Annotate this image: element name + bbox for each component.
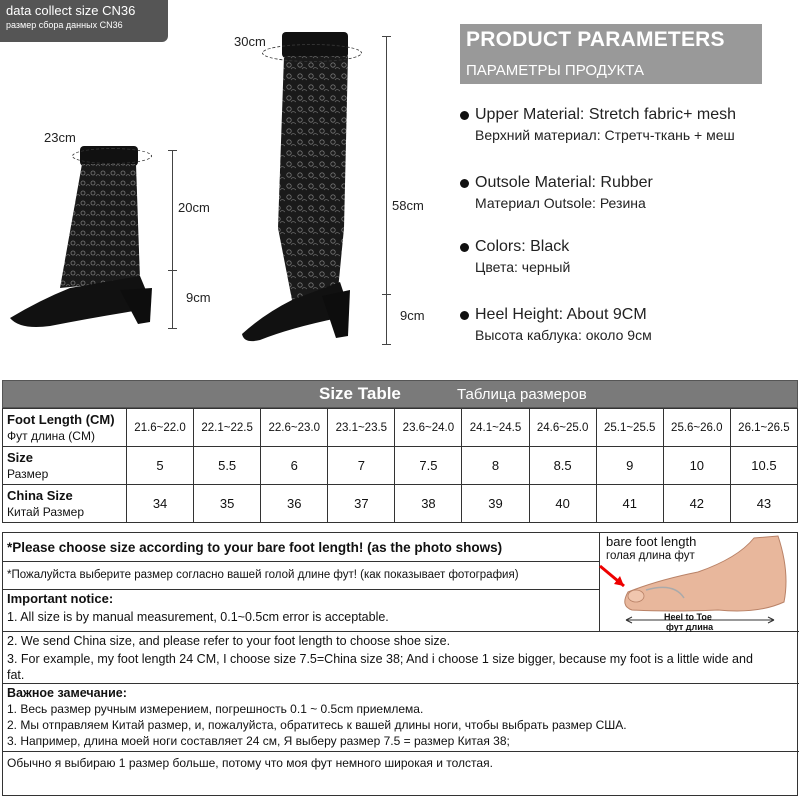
bullet-icon <box>460 243 469 252</box>
param-en: Outsole Material: Rubber <box>475 174 653 191</box>
param-outsole-material <box>460 174 653 211</box>
row-label-ru: Фут длина (CM) <box>7 428 95 443</box>
param-ru: Материал Outsole: Резина <box>475 195 646 211</box>
param-en: Upper Material: Stretch fabric+ mesh <box>475 106 736 123</box>
divider <box>3 561 599 562</box>
param-ru: Высота каблука: около 9см <box>475 327 652 343</box>
table-cell: 43 <box>730 485 797 523</box>
tick <box>382 36 391 37</box>
foot-label-en: bare foot length <box>606 534 697 549</box>
row-label-en: China Size <box>7 487 73 503</box>
short-shaft-label: 20cm <box>178 200 210 215</box>
size-grid <box>2 408 798 523</box>
table-cell: 40 <box>529 485 596 523</box>
note-ru-4: Обычно я выбираю 1 размер больше, потому что моя фут немного широкая и толстая. <box>7 756 493 770</box>
param-colors <box>460 238 570 275</box>
row-label-en: Foot Length (CM) <box>7 411 115 427</box>
tag-line-ru: размер сбора данных CN36 <box>6 20 123 30</box>
heel-to-toe-label: Heel to Toe <box>664 612 712 622</box>
param-upper-material <box>460 106 736 143</box>
tall-shaft-line <box>386 36 387 344</box>
bullet-icon <box>460 311 469 320</box>
table-row <box>3 409 798 447</box>
short-top-label: 23cm <box>44 130 76 145</box>
note-3b: fat. <box>7 668 25 682</box>
param-en: Colors: Black <box>475 238 570 255</box>
table-cell: 8.5 <box>529 447 596 485</box>
short-shaft-line <box>172 150 173 328</box>
short-heel-label: 9cm <box>186 290 211 305</box>
parameters-subtitle: ПАРАМЕТРЫ ПРОДУКТА <box>466 62 644 79</box>
short-top-ring <box>72 148 152 164</box>
tick <box>168 328 177 329</box>
product-parameters-header <box>460 24 762 84</box>
table-cell: 10 <box>663 447 730 485</box>
table-cell: 9 <box>596 447 663 485</box>
table-cell: 35 <box>194 485 261 523</box>
size-table-header <box>2 380 798 408</box>
table-cell: 42 <box>663 485 730 523</box>
divider <box>3 683 799 684</box>
tick <box>168 270 177 271</box>
tall-top-ring <box>262 44 362 62</box>
tag-line-en: data collect size CN36 <box>6 3 136 18</box>
tick <box>382 294 391 295</box>
tall-heel-label: 9cm <box>400 308 425 323</box>
row-label-en: Size <box>7 449 34 465</box>
size-table <box>2 380 798 523</box>
table-cell: 23.1~23.5 <box>328 409 395 447</box>
param-ru: Цвета: черный <box>475 259 571 275</box>
table-cell: 36 <box>261 485 328 523</box>
row-label-ru: Китай Размер <box>7 504 85 519</box>
short-boot-image <box>0 140 180 340</box>
table-cell: 22.1~22.5 <box>194 409 261 447</box>
choose-note-ru: *Пожалуйста выберите размер согласно вашей голой длине фут! (как показывает фотография) <box>7 569 519 581</box>
tick <box>168 150 177 151</box>
foot-illustration <box>598 532 798 632</box>
table-row <box>3 447 798 485</box>
row-label-ru: Размер <box>7 466 49 481</box>
note-2: 2. We send China size, and please refer to your foot length to choose shoe size. <box>7 634 451 648</box>
heel-to-toe-label-ru: фут длина <box>666 622 714 632</box>
divider <box>3 589 599 590</box>
row-label <box>3 447 127 485</box>
table-cell: 23.6~24.0 <box>395 409 462 447</box>
divider <box>3 751 799 752</box>
param-ru: Верхний материал: Стретч-ткань + меш <box>475 127 735 143</box>
note-ru-3: 3. Например, длина моей ноги составляет 24 см, Я выберу размер 7.5 = размер Китая 38; <box>7 734 510 748</box>
table-cell: 38 <box>395 485 462 523</box>
table-cell: 26.1~26.5 <box>730 409 797 447</box>
tall-top-label: 30cm <box>234 34 266 49</box>
table-cell: 24.1~24.5 <box>462 409 529 447</box>
tall-boot-image <box>230 28 360 346</box>
table-cell: 25.6~26.0 <box>663 409 730 447</box>
table-cell: 7.5 <box>395 447 462 485</box>
table-cell: 5 <box>127 447 194 485</box>
note-ru-2: 2. Мы отправляем Китай размер, и, пожалуйста, обратитесь к вашей длины ноги, чтобы выбрать размер США. <box>7 718 627 732</box>
table-row <box>3 485 798 523</box>
table-cell: 25.1~25.5 <box>596 409 663 447</box>
note-3a: 3. For example, my foot length 24 CM, I choose size 7.5=China size 38; And i choose 1 size bigger, because my foot is a little wide and <box>7 652 753 666</box>
important-notice-title-ru: Важное замечание: <box>7 686 127 700</box>
param-heel-height <box>460 306 652 343</box>
foot-label-ru: голая длина фут <box>606 550 695 562</box>
table-cell: 7 <box>328 447 395 485</box>
important-notice-title: Important notice: <box>7 591 114 606</box>
table-cell: 24.6~25.0 <box>529 409 596 447</box>
note-ru-1: 1. Весь размер ручным измерением, погрешность 0.1 ~ 0.5cm приемлема. <box>7 702 424 716</box>
table-cell: 6 <box>261 447 328 485</box>
table-cell: 34 <box>127 485 194 523</box>
table-cell: 21.6~22.0 <box>127 409 194 447</box>
tick <box>382 344 391 345</box>
bullet-icon <box>460 111 469 120</box>
table-cell: 37 <box>328 485 395 523</box>
parameters-title: PRODUCT PARAMETERS <box>466 28 725 51</box>
table-cell: 41 <box>596 485 663 523</box>
table-cell: 8 <box>462 447 529 485</box>
note-1: 1. All size is by manual measurement, 0.1~0.5cm error is acceptable. <box>7 610 389 624</box>
table-cell: 22.6~23.0 <box>261 409 328 447</box>
tall-shaft-label: 58cm <box>392 198 424 213</box>
row-label <box>3 409 127 447</box>
size-table-title-ru: Таблица размеров <box>457 386 587 403</box>
param-en: Heel Height: About 9CM <box>475 306 647 323</box>
choose-note-en: *Please choose size according to your bare foot length! (as the photo shows) <box>7 540 503 555</box>
bullet-icon <box>460 179 469 188</box>
data-size-tag <box>0 0 168 42</box>
row-label <box>3 485 127 523</box>
size-table-title: Size Table <box>319 384 401 403</box>
table-cell: 39 <box>462 485 529 523</box>
table-cell: 10.5 <box>730 447 797 485</box>
table-cell: 5.5 <box>194 447 261 485</box>
